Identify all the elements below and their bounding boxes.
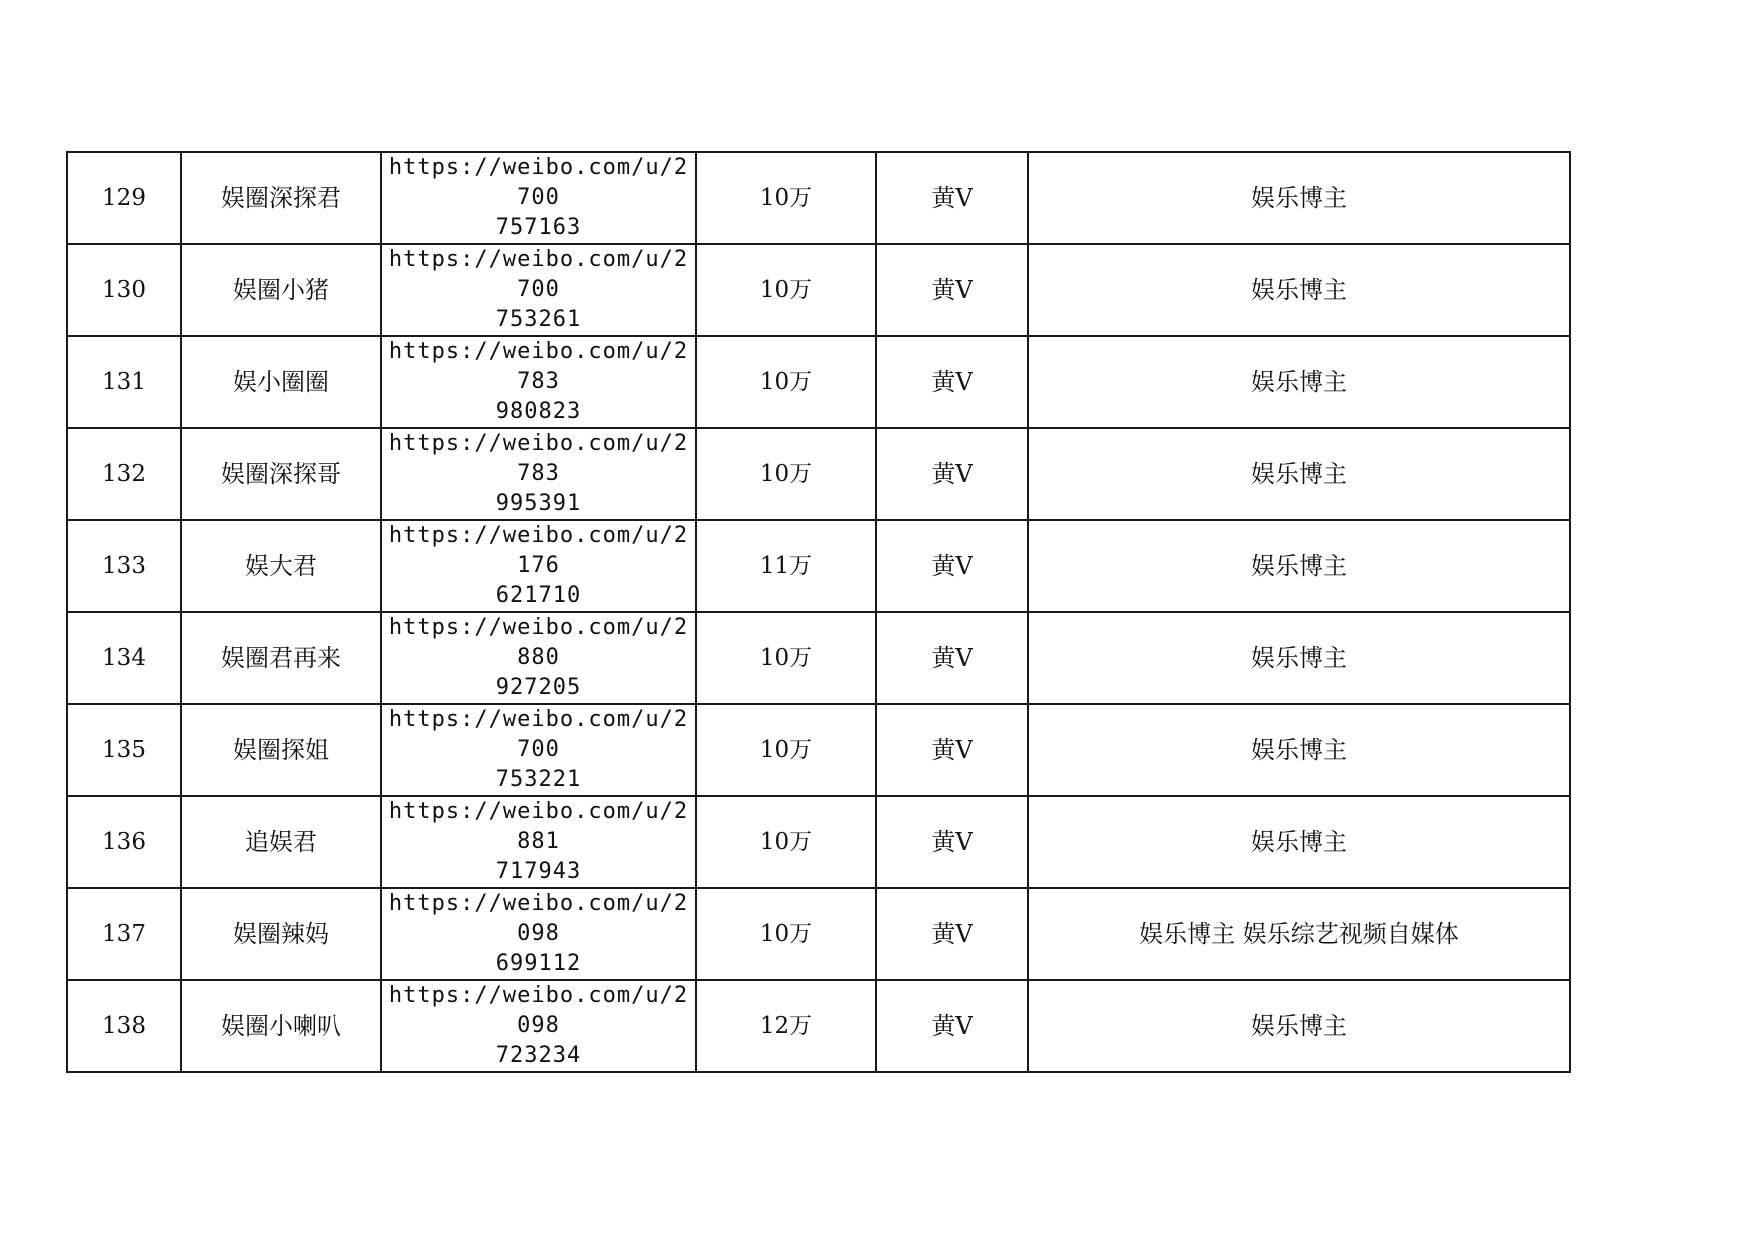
row-index-cell: 133 xyxy=(67,520,181,612)
profile-url-line-1: https://weibo.com/u/2700 xyxy=(388,707,689,762)
profile-url-cell xyxy=(381,428,696,520)
profile-url-cell xyxy=(381,888,696,980)
account-name-cell: 娱圈深探君 xyxy=(181,152,381,244)
verification-cell: 黄V xyxy=(876,152,1028,244)
category-cell: 娱乐博主 娱乐综艺视频自媒体 xyxy=(1028,888,1570,980)
account-name-cell: 娱圈深探哥 xyxy=(181,428,381,520)
verification-cell: 黄V xyxy=(876,980,1028,1072)
row-index-cell: 130 xyxy=(67,244,181,336)
followers-cell: 10万 xyxy=(696,612,876,704)
row-index-cell: 132 xyxy=(67,428,181,520)
account-name-cell: 娱小圈圈 xyxy=(181,336,381,428)
verification-cell: 黄V xyxy=(876,520,1028,612)
table-row xyxy=(67,520,1570,612)
row-index-cell: 131 xyxy=(67,336,181,428)
profile-url-line-1: https://weibo.com/u/2098 xyxy=(388,983,689,1038)
profile-url-line-1: https://weibo.com/u/2783 xyxy=(388,339,689,394)
profile-url-cell xyxy=(381,520,696,612)
verification-cell: 黄V xyxy=(876,612,1028,704)
verification-cell: 黄V xyxy=(876,428,1028,520)
followers-cell: 11万 xyxy=(696,520,876,612)
profile-url-line-2: 753221 xyxy=(495,767,582,792)
category-cell: 娱乐博主 xyxy=(1028,244,1570,336)
profile-url-cell xyxy=(381,152,696,244)
verification-cell: 黄V xyxy=(876,888,1028,980)
profile-url-cell xyxy=(381,796,696,888)
profile-url-line-1: https://weibo.com/u/2700 xyxy=(388,247,689,302)
profile-url-line-2: 927205 xyxy=(495,675,582,700)
followers-cell: 10万 xyxy=(696,796,876,888)
category-cell: 娱乐博主 xyxy=(1028,796,1570,888)
table-row xyxy=(67,336,1570,428)
profile-url-cell xyxy=(381,980,696,1072)
verification-cell: 黄V xyxy=(876,336,1028,428)
profile-url-line-2: 723234 xyxy=(495,1043,582,1068)
row-index-cell: 135 xyxy=(67,704,181,796)
category-cell: 娱乐博主 xyxy=(1028,704,1570,796)
row-index-cell: 129 xyxy=(67,152,181,244)
table-row xyxy=(67,704,1570,796)
profile-url-line-1: https://weibo.com/u/2098 xyxy=(388,891,689,946)
row-index-cell: 138 xyxy=(67,980,181,1072)
profile-url-line-1: https://weibo.com/u/2176 xyxy=(388,523,689,578)
verification-cell: 黄V xyxy=(876,796,1028,888)
followers-cell: 10万 xyxy=(696,336,876,428)
profile-url-line-2: 757163 xyxy=(495,215,582,240)
followers-cell: 10万 xyxy=(696,888,876,980)
profile-url-line-1: https://weibo.com/u/2881 xyxy=(388,799,689,854)
profile-url-line-2: 699112 xyxy=(495,951,582,976)
followers-cell: 10万 xyxy=(696,244,876,336)
category-cell: 娱乐博主 xyxy=(1028,428,1570,520)
followers-cell: 12万 xyxy=(696,980,876,1072)
row-index-cell: 136 xyxy=(67,796,181,888)
followers-cell: 10万 xyxy=(696,152,876,244)
account-name-cell: 娱圈辣妈 xyxy=(181,888,381,980)
row-index-cell: 134 xyxy=(67,612,181,704)
profile-url-cell xyxy=(381,336,696,428)
account-table xyxy=(66,151,1571,1073)
table-row xyxy=(67,612,1570,704)
profile-url-line-1: https://weibo.com/u/2783 xyxy=(388,431,689,486)
account-name-cell: 娱圈探姐 xyxy=(181,704,381,796)
row-index-cell: 137 xyxy=(67,888,181,980)
profile-url-line-2: 980823 xyxy=(495,399,582,424)
profile-url-cell xyxy=(381,704,696,796)
profile-url-cell xyxy=(381,244,696,336)
profile-url-line-2: 753261 xyxy=(495,307,582,332)
category-cell: 娱乐博主 xyxy=(1028,980,1570,1072)
profile-url-line-2: 717943 xyxy=(495,859,582,884)
table-row xyxy=(67,244,1570,336)
profile-url-line-1: https://weibo.com/u/2700 xyxy=(388,155,689,210)
table-row xyxy=(67,980,1570,1072)
account-name-cell: 娱圈小猪 xyxy=(181,244,381,336)
category-cell: 娱乐博主 xyxy=(1028,612,1570,704)
profile-url-line-2: 995391 xyxy=(495,491,582,516)
profile-url-line-2: 621710 xyxy=(495,583,582,608)
verification-cell: 黄V xyxy=(876,244,1028,336)
table-row xyxy=(67,888,1570,980)
account-table-body xyxy=(67,152,1570,1072)
account-name-cell: 娱圈小喇叭 xyxy=(181,980,381,1072)
verification-cell: 黄V xyxy=(876,704,1028,796)
followers-cell: 10万 xyxy=(696,428,876,520)
followers-cell: 10万 xyxy=(696,704,876,796)
table-row xyxy=(67,428,1570,520)
account-name-cell: 追娱君 xyxy=(181,796,381,888)
table-row xyxy=(67,152,1570,244)
table-row xyxy=(67,796,1570,888)
category-cell: 娱乐博主 xyxy=(1028,520,1570,612)
category-cell: 娱乐博主 xyxy=(1028,336,1570,428)
profile-url-line-1: https://weibo.com/u/2880 xyxy=(388,615,689,670)
account-name-cell: 娱圈君再来 xyxy=(181,612,381,704)
profile-url-cell xyxy=(381,612,696,704)
account-name-cell: 娱大君 xyxy=(181,520,381,612)
category-cell: 娱乐博主 xyxy=(1028,152,1570,244)
